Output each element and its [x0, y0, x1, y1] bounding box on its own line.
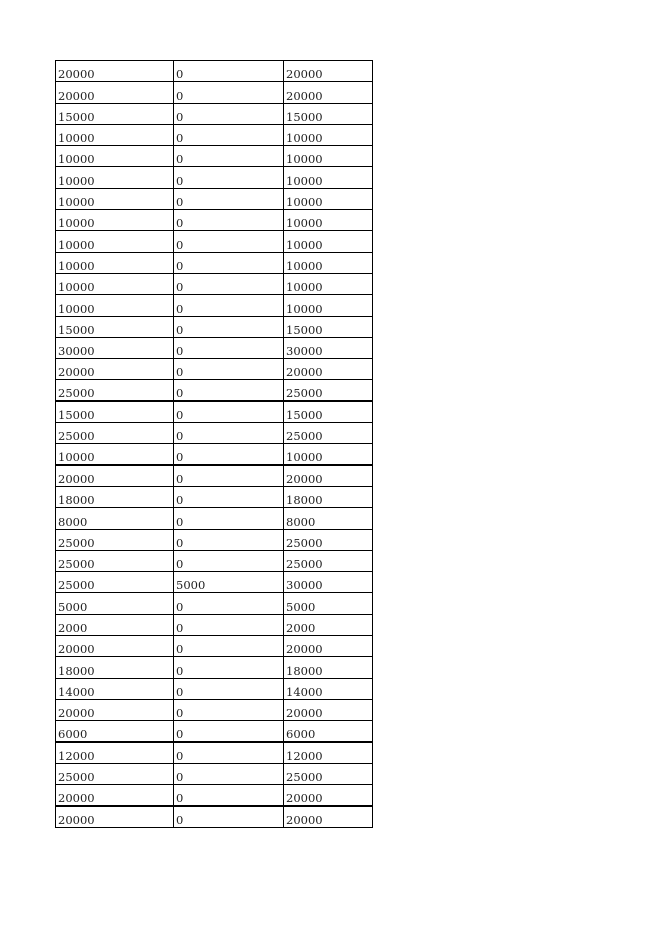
table-row — [56, 124, 373, 145]
adjustment-cell: 0 — [174, 316, 284, 337]
total-cell: 20000 — [284, 82, 373, 103]
total-cell: 10000 — [284, 146, 373, 167]
total-cell: 30000 — [284, 572, 373, 593]
amount-cell: 20000 — [56, 359, 174, 380]
table-row — [56, 61, 373, 82]
table-body — [56, 61, 373, 828]
total-cell: 10000 — [284, 210, 373, 231]
amount-cell: 30000 — [56, 337, 174, 358]
total-cell: 18000 — [284, 657, 373, 678]
table-row — [56, 721, 373, 742]
total-cell: 20000 — [284, 61, 373, 82]
adjustment-cell: 0 — [174, 699, 284, 720]
total-cell: 25000 — [284, 380, 373, 401]
amount-cell: 10000 — [56, 146, 174, 167]
adjustment-cell: 0 — [174, 550, 284, 571]
total-cell: 20000 — [284, 699, 373, 720]
amount-cell: 10000 — [56, 231, 174, 252]
table-row — [56, 252, 373, 273]
table-row — [56, 699, 373, 720]
data-table — [55, 60, 373, 828]
adjustment-cell: 0 — [174, 61, 284, 82]
amount-cell: 12000 — [56, 742, 174, 763]
amount-cell: 8000 — [56, 508, 174, 529]
adjustment-cell: 0 — [174, 806, 284, 827]
table-row — [56, 103, 373, 124]
adjustment-cell: 0 — [174, 188, 284, 209]
table-row — [56, 529, 373, 550]
amount-cell: 10000 — [56, 167, 174, 188]
amount-cell: 2000 — [56, 614, 174, 635]
table-row — [56, 508, 373, 529]
adjustment-cell: 0 — [174, 486, 284, 507]
amount-cell: 25000 — [56, 529, 174, 550]
total-cell: 6000 — [284, 721, 373, 742]
table-row — [56, 444, 373, 465]
total-cell: 10000 — [284, 231, 373, 252]
total-cell: 25000 — [284, 763, 373, 784]
adjustment-cell: 0 — [174, 785, 284, 806]
amount-cell: 5000 — [56, 593, 174, 614]
table-row — [56, 465, 373, 486]
adjustment-cell: 0 — [174, 465, 284, 486]
adjustment-cell: 0 — [174, 423, 284, 444]
amount-cell: 6000 — [56, 721, 174, 742]
total-cell: 20000 — [284, 785, 373, 806]
table-row — [56, 316, 373, 337]
table-row — [56, 380, 373, 401]
table-row — [56, 146, 373, 167]
total-cell: 25000 — [284, 423, 373, 444]
table-row — [56, 231, 373, 252]
amount-cell: 15000 — [56, 401, 174, 422]
total-cell: 10000 — [284, 188, 373, 209]
adjustment-cell: 0 — [174, 252, 284, 273]
table-row — [56, 210, 373, 231]
adjustment-cell: 0 — [174, 273, 284, 294]
adjustment-cell: 0 — [174, 529, 284, 550]
total-cell: 8000 — [284, 508, 373, 529]
amount-cell: 15000 — [56, 103, 174, 124]
total-cell: 15000 — [284, 316, 373, 337]
adjustment-cell: 0 — [174, 380, 284, 401]
adjustment-cell: 0 — [174, 401, 284, 422]
table-row — [56, 273, 373, 294]
table-row — [56, 295, 373, 316]
table-row — [56, 82, 373, 103]
table-row — [56, 572, 373, 593]
table-row — [56, 742, 373, 763]
amount-cell: 10000 — [56, 124, 174, 145]
total-cell: 10000 — [284, 295, 373, 316]
adjustment-cell: 0 — [174, 614, 284, 635]
amount-cell: 14000 — [56, 678, 174, 699]
total-cell: 25000 — [284, 529, 373, 550]
adjustment-cell: 0 — [174, 721, 284, 742]
table-row — [56, 806, 373, 827]
adjustment-cell: 0 — [174, 678, 284, 699]
amount-cell: 15000 — [56, 316, 174, 337]
amount-cell: 25000 — [56, 380, 174, 401]
amount-cell: 10000 — [56, 295, 174, 316]
adjustment-cell: 0 — [174, 763, 284, 784]
table-row — [56, 423, 373, 444]
amount-cell: 20000 — [56, 61, 174, 82]
table-row — [56, 678, 373, 699]
table-row — [56, 188, 373, 209]
adjustment-cell: 0 — [174, 103, 284, 124]
amount-cell: 10000 — [56, 188, 174, 209]
total-cell: 10000 — [284, 124, 373, 145]
total-cell: 20000 — [284, 359, 373, 380]
total-cell: 2000 — [284, 614, 373, 635]
table-row — [56, 486, 373, 507]
table-row — [56, 550, 373, 571]
total-cell: 5000 — [284, 593, 373, 614]
total-cell: 20000 — [284, 636, 373, 657]
amount-cell: 10000 — [56, 273, 174, 294]
amount-cell: 10000 — [56, 444, 174, 465]
total-cell: 10000 — [284, 167, 373, 188]
amount-cell: 20000 — [56, 699, 174, 720]
adjustment-cell: 0 — [174, 444, 284, 465]
total-cell: 15000 — [284, 401, 373, 422]
amount-cell: 20000 — [56, 82, 174, 103]
amount-cell: 25000 — [56, 423, 174, 444]
table-row — [56, 593, 373, 614]
total-cell: 12000 — [284, 742, 373, 763]
adjustment-cell: 0 — [174, 295, 284, 316]
table-row — [56, 657, 373, 678]
total-cell: 25000 — [284, 550, 373, 571]
total-cell: 18000 — [284, 486, 373, 507]
table-row — [56, 636, 373, 657]
adjustment-cell: 5000 — [174, 572, 284, 593]
total-cell: 10000 — [284, 444, 373, 465]
table-row — [56, 167, 373, 188]
total-cell: 20000 — [284, 806, 373, 827]
adjustment-cell: 0 — [174, 337, 284, 358]
adjustment-cell: 0 — [174, 82, 284, 103]
table-row — [56, 401, 373, 422]
amount-cell: 25000 — [56, 550, 174, 571]
table-row — [56, 763, 373, 784]
adjustment-cell: 0 — [174, 593, 284, 614]
adjustment-cell: 0 — [174, 124, 284, 145]
adjustment-cell: 0 — [174, 167, 284, 188]
total-cell: 20000 — [284, 465, 373, 486]
adjustment-cell: 0 — [174, 359, 284, 380]
total-cell: 10000 — [284, 252, 373, 273]
amount-cell: 20000 — [56, 465, 174, 486]
amount-cell: 10000 — [56, 210, 174, 231]
amount-cell: 20000 — [56, 636, 174, 657]
amount-cell: 18000 — [56, 657, 174, 678]
table-row — [56, 359, 373, 380]
adjustment-cell: 0 — [174, 742, 284, 763]
amount-cell: 20000 — [56, 806, 174, 827]
amount-cell: 25000 — [56, 763, 174, 784]
amount-cell: 18000 — [56, 486, 174, 507]
table-row — [56, 785, 373, 806]
amount-cell: 10000 — [56, 252, 174, 273]
adjustment-cell: 0 — [174, 210, 284, 231]
amount-cell: 25000 — [56, 572, 174, 593]
adjustment-cell: 0 — [174, 636, 284, 657]
total-cell: 15000 — [284, 103, 373, 124]
amount-cell: 20000 — [56, 785, 174, 806]
total-cell: 14000 — [284, 678, 373, 699]
adjustment-cell: 0 — [174, 146, 284, 167]
adjustment-cell: 0 — [174, 231, 284, 252]
total-cell: 30000 — [284, 337, 373, 358]
adjustment-cell: 0 — [174, 508, 284, 529]
total-cell: 10000 — [284, 273, 373, 294]
table-row — [56, 337, 373, 358]
table-row — [56, 614, 373, 635]
adjustment-cell: 0 — [174, 657, 284, 678]
